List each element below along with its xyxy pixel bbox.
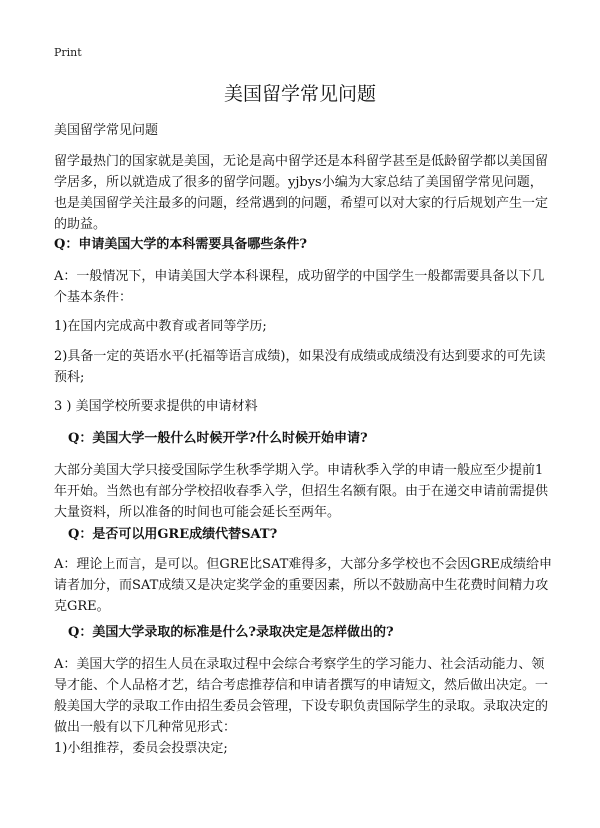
question-3: Q：是否可以用GRE成绩代替SAT? [68,527,278,542]
subtitle: 美国留学常见问题 [54,123,159,138]
answer-2: 大部分美国大学只接受国际学生秋季学期入学。申请秋季入学的申请一般应至少提前1年开始。当然也有部分学校招收春季入学，但招生名额有限。由于在递交申请前需提供大量资料，所以准备的时间也可能会延长至两年。 [54,463,549,520]
answer-1-item-2: 2)具备一定的英语水平(托福等语言成绩)，如果没有成绩或成绩没有达到要求的可先读预科; [54,349,546,385]
answer-4: A：美国大学的招生人员在录取过程中会综合考察学生的学习能力、社会活动能力、领导才能、个人品格才艺，结合考虑推荐信和申请者撰写的申请短文，然后做出决定。一般美国大学的录取工作由招生委员会管理，下设专职负责国际学生的录取。录取决定的做出一般有以下几种常见形式： [54,657,549,735]
print-label[interactable]: Print [54,46,82,59]
intro-paragraph: 留学最热门的国家就是美国，无论是高中留学还是本科留学甚至是低龄留学都以美国留学居多，所以就造成了很多的留学问题。yjbys小编为大家总结了美国留学常见问题，也是美国留学关注最多的问题，经常遇到的问题，希望可以对大家的行后规划产生一定的助益。 [54,154,549,232]
answer-1-item-3: 3 ) 美国学校所要求提供的申请材料 [54,399,258,414]
answer-1: A：一般情况下，申请美国大学本科课程，成功留学的中国学生一般都需要具备以下几个基本条件： [54,269,545,305]
question-1: Q：申请美国大学的本科需要具备哪些条件? [54,237,307,252]
answer-1-item-1: 1)在国内完成高中教育或者同等学历; [54,319,267,334]
answer-3: A：理论上而言，是可以。但GRE比SAT难得多，大部分多学校也不会因GRE成绩给申请者加分，而SAT成绩又是决定奖学金的重要因素，所以不鼓励高中生花费时间精力攻克GRE。 [54,557,552,614]
question-4: Q：美国大学录取的标准是什么?录取决定是怎样做出的? [68,625,394,640]
answer-4-item-1: 1)小组推荐，委员会投票决定; [54,741,228,756]
page-title: 美国留学常见问题 [223,83,376,105]
question-2: Q：美国大学一般什么时候开学?什么时候开始申请? [68,431,368,446]
